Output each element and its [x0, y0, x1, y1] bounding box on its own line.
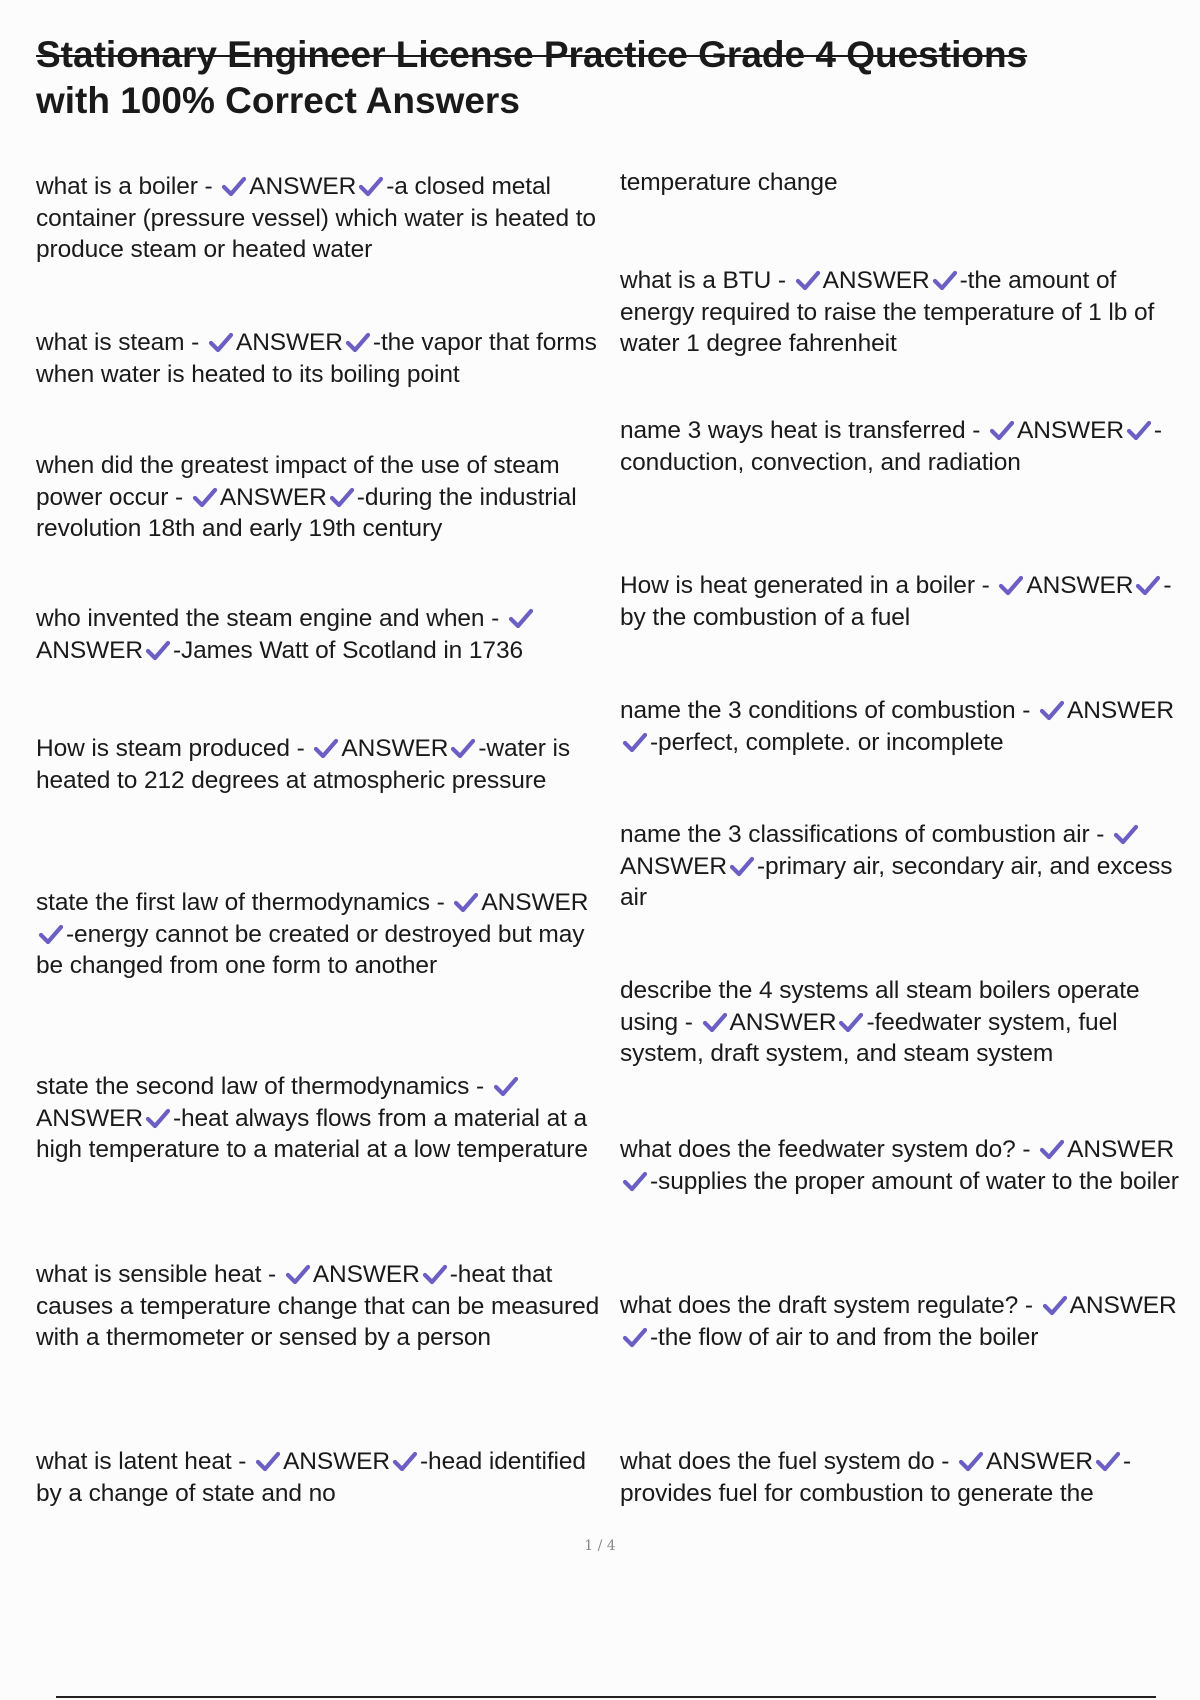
answer-text: -perfect, complete. or incomplete: [650, 728, 1004, 756]
answer-label: ANSWER: [341, 735, 449, 762]
qa-item: [36, 1446, 606, 1509]
qa-item: [36, 327, 606, 390]
title-line-1: Stationary Engineer License Practice Grade 4 Questions: [36, 34, 1028, 75]
checkmark-icon: [622, 1170, 648, 1192]
question-text: who invented the steam engine and when -: [36, 605, 506, 632]
qa-item: [36, 1259, 606, 1354]
qa-item: [620, 570, 1195, 633]
answer-label: ANSWER: [822, 267, 930, 294]
checkmark-icon: [422, 1263, 448, 1285]
question-text: what is sensible heat -: [36, 1261, 283, 1288]
answer-text: -primary air, secondary air, and excess air: [620, 852, 1173, 911]
checkmark-icon: [1135, 574, 1161, 596]
checkmark-icon: [1126, 419, 1152, 441]
answer-text: -James Watt of Scotland in 1736: [172, 636, 523, 664]
answer-label: ANSWER: [620, 852, 727, 880]
question-text: name the 3 conditions of combustion -: [620, 697, 1038, 724]
qa-item: [620, 415, 1195, 478]
question-text: state the second law of thermodynamics -: [36, 1073, 491, 1100]
qa-item: [620, 819, 1195, 914]
answer-text: -feedwater system, fuel system, draft system, and steam system: [620, 1008, 1118, 1067]
answer-text: -by the combustion of a fuel: [620, 572, 1172, 631]
answer-text: -provides fuel for combustion to generate the: [620, 1448, 1131, 1507]
answer-text: -the flow of air to and from the boiler: [650, 1323, 1039, 1351]
checkmark-icon: [1039, 699, 1065, 721]
qa-item: [620, 1134, 1195, 1197]
checkmark-icon: [702, 1011, 728, 1033]
question-text: How is steam produced -: [36, 735, 312, 762]
answer-label: ANSWER: [219, 483, 327, 511]
qa-item: [620, 695, 1195, 758]
question-text: what does the feedwater system do? -: [620, 1136, 1038, 1163]
qa-item: [36, 603, 606, 666]
qa-item: [620, 1290, 1195, 1353]
question-text: state the first law of thermodynamics -: [36, 889, 452, 916]
qa-item: [36, 887, 606, 982]
checkmark-icon: [958, 1450, 984, 1472]
answer-text: -the vapor that forms when water is heated to its boiling point: [36, 329, 597, 388]
answer-text: -during the industrial revolution 18th and early 19th century: [36, 483, 577, 542]
answer-label: ANSWER: [1026, 572, 1134, 599]
answer-label: ANSWER: [1067, 697, 1174, 724]
checkmark-icon: [729, 855, 755, 877]
checkmark-icon: [795, 269, 821, 291]
answer-text: -water is heated to 212 degrees at atmospheric pressure: [36, 735, 570, 794]
qa-item: [36, 450, 606, 545]
answer-label: ANSWER: [36, 1104, 143, 1132]
checkmark-icon: [932, 269, 958, 291]
question-text: what is steam -: [36, 329, 206, 356]
checkmark-icon: [453, 891, 479, 913]
question-text: How is heat generated in a boiler -: [620, 572, 997, 599]
checkmark-icon: [989, 419, 1015, 441]
checkmark-icon: [145, 1107, 171, 1129]
answer-label: ANSWER: [283, 1448, 390, 1475]
checkmark-icon: [313, 737, 339, 759]
checkmark-icon: [345, 331, 371, 353]
checkmark-icon: [1042, 1294, 1068, 1316]
answer-label: ANSWER: [235, 329, 343, 356]
checkmark-icon: [192, 486, 218, 508]
answer-text: -heat that causes a temperature change that can be measured with a thermometer or sensed by a person: [36, 1261, 600, 1351]
continued-answer-text: temperature change: [620, 169, 838, 196]
checkmark-icon: [145, 639, 171, 661]
answer-label: ANSWER: [1067, 1136, 1175, 1163]
title-line-2: with 100% Correct Answers: [36, 80, 520, 121]
checkmark-icon: [221, 175, 247, 197]
checkmark-icon: [508, 607, 534, 629]
checkmark-icon: [838, 1011, 864, 1033]
page-bottom-rule: [56, 1696, 1156, 1698]
answer-label: ANSWER: [36, 636, 143, 664]
answer-label: ANSWER: [481, 889, 589, 916]
checkmark-icon: [1095, 1450, 1121, 1472]
answer-label: ANSWER: [249, 173, 357, 200]
checkmark-icon: [493, 1075, 519, 1097]
checkmark-icon: [1039, 1138, 1065, 1160]
qa-item: [36, 733, 606, 796]
checkmark-icon: [208, 331, 234, 353]
answer-label: ANSWER: [1016, 417, 1124, 444]
question-text: what does the fuel system do -: [620, 1448, 956, 1475]
question-text: what is latent heat -: [36, 1448, 254, 1475]
question-text: name the 3 classifications of combustion air -: [620, 821, 1111, 848]
checkmark-icon: [358, 175, 384, 197]
qa-item: [620, 265, 1195, 360]
checkmark-icon: [622, 731, 648, 753]
checkmark-icon: [622, 1326, 648, 1348]
answer-label: ANSWER: [312, 1261, 420, 1288]
answer-label: ANSWER: [729, 1008, 837, 1036]
qa-item: [36, 1071, 606, 1166]
answer-text: -energy cannot be created or destroyed but may be changed from one form to another: [36, 920, 585, 979]
checkmark-icon: [450, 737, 476, 759]
qa-item: [36, 171, 606, 266]
answer-text: -the amount of energy required to raise the temperature of 1 lb of water 1 degree fahrenheit: [620, 267, 1155, 357]
question-text: what does the draft system regulate? -: [620, 1292, 1040, 1319]
question-text: when did the greatest impact of the use of steam power occur -: [36, 452, 560, 511]
checkmark-icon: [38, 923, 64, 945]
answer-text: -supplies the proper amount of water to the boiler: [650, 1167, 1179, 1195]
checkmark-icon: [255, 1450, 281, 1472]
answer-text: -head identified by a change of state and no: [36, 1448, 586, 1507]
checkmark-icon: [285, 1263, 311, 1285]
answer-text: -conduction, convection, and radiation: [620, 417, 1162, 476]
page-number: 1 / 4: [584, 1538, 616, 1554]
checkmark-icon: [998, 574, 1024, 596]
answer-text: -heat always flows from a material at a high temperature to a material at a low temperature: [36, 1104, 588, 1163]
checkmark-icon: [392, 1450, 418, 1472]
question-text: name 3 ways heat is transferred -: [620, 417, 987, 444]
answer-text: -a closed metal container (pressure vessel) which water is heated to produce steam or heated water: [36, 173, 596, 263]
checkmark-icon: [329, 486, 355, 508]
qa-item: [620, 1446, 1195, 1509]
qa-item: [620, 975, 1195, 1070]
question-text: describe the 4 systems all steam boilers operate using -: [620, 977, 1140, 1036]
checkmark-icon: [1113, 823, 1139, 845]
answer-label: ANSWER: [1069, 1292, 1177, 1319]
question-text: what is a boiler -: [36, 173, 220, 200]
question-text: what is a BTU -: [620, 267, 793, 294]
document-title: [36, 32, 1166, 124]
answer-label: ANSWER: [986, 1448, 1093, 1475]
